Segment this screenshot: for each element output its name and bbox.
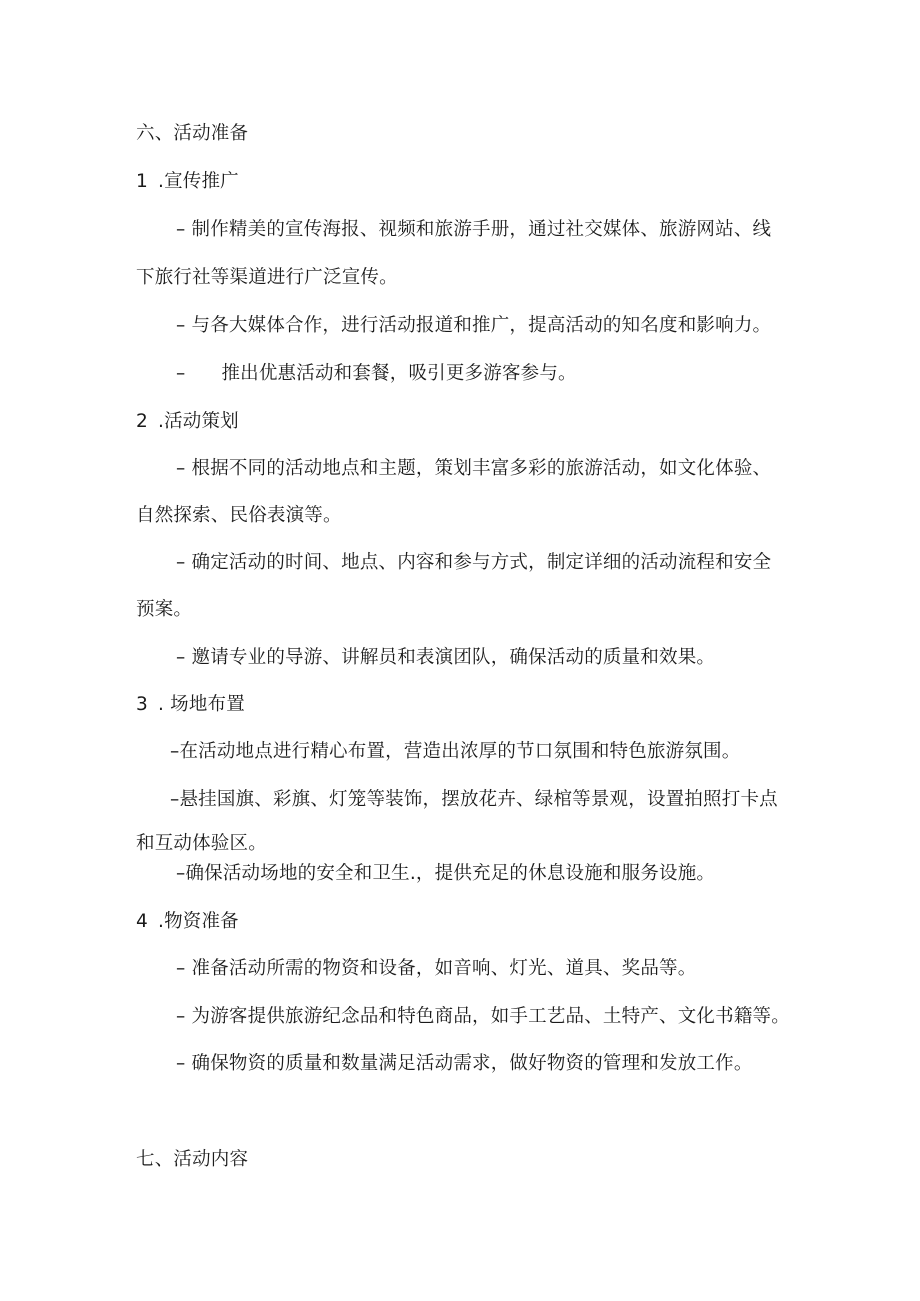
s2-bullet-2-line-2: 预案。 xyxy=(136,599,193,620)
s4-bullet-2: – 为游客提供旅游纪念品和特色商品，如手工艺品、土特产、文化书籍等。 xyxy=(176,1006,790,1027)
subsection-3-number: 3 xyxy=(136,694,148,715)
subsection-2-heading xyxy=(136,409,239,435)
subsection-1-heading xyxy=(136,169,239,195)
subsection-3-title: . 场地布置 xyxy=(158,694,245,715)
s2-bullet-1-line-1: – 根据不同的活动地点和主题，策划丰富多彩的旅游活动，如文化体验、 xyxy=(176,458,772,479)
s1-bullet-3 xyxy=(176,361,577,387)
subsection-4-number: 4 xyxy=(136,911,148,932)
s2-bullet-2-line-1: – 确定活动的时间、地点、内容和参与方式，制定详细的活动流程和安全 xyxy=(176,552,772,573)
s4-bullet-3: – 确保物资的质量和数量满足活动需求，做好物资的管理和发放工作。 xyxy=(176,1053,753,1074)
s3-bullet-2-line-1: –悬挂国旗、彩旗、灯笼等装饰，摆放花卉、绿棺等景观，设置拍照打卡点 xyxy=(170,789,778,810)
s4-bullet-1: – 准备活动所需的物资和设备，如音响、灯光、道具、奖品等。 xyxy=(176,958,697,979)
s1-bullet-3-dash: – xyxy=(176,363,186,384)
section-7-heading: 七、活动内容 xyxy=(136,1149,249,1170)
s3-bullet-3: –确保活动场地的安全和卫生.，提供充足的休息设施和服务设施。 xyxy=(176,863,716,884)
s1-bullet-2: – 与各大媒体合作，进行活动报道和推广，提高活动的知名度和影响力。 xyxy=(176,315,772,336)
s2-bullet-3: – 邀请专业的导游、讲解员和表演团队，确保活动的质量和效果。 xyxy=(176,647,716,668)
s1-bullet-1-line-1: – 制作精美的宣传海报、视频和旅游手册，通过社交媒体、旅游网站、线 xyxy=(176,219,772,240)
s1-bullet-3-text: 推出优惠活动和套餐，吸引更多游客参与。 xyxy=(221,363,577,384)
subsection-2-number: 2 xyxy=(136,411,148,432)
subsection-2-title: .活动策划 xyxy=(158,411,239,432)
subsection-3-heading xyxy=(136,692,245,718)
subsection-1-title: .宣传推广 xyxy=(158,171,239,192)
subsection-4-title: .物资准备 xyxy=(158,911,239,932)
s1-bullet-1-line-2: 下旅行社等渠道进行广泛宣传。 xyxy=(136,267,398,288)
subsection-1-number: 1 xyxy=(136,171,148,192)
s2-bullet-1-line-2: 自然探索、民俗表演等。 xyxy=(136,505,342,526)
s3-bullet-2-line-2: 和互动体验区。 xyxy=(136,833,267,854)
subsection-4-heading xyxy=(136,909,239,935)
s3-bullet-1: –在活动地点进行精心布置，营造出浓厚的节口氛围和特色旅游氛围。 xyxy=(170,741,741,762)
section-6-heading: 六、活动准备 xyxy=(136,123,249,144)
